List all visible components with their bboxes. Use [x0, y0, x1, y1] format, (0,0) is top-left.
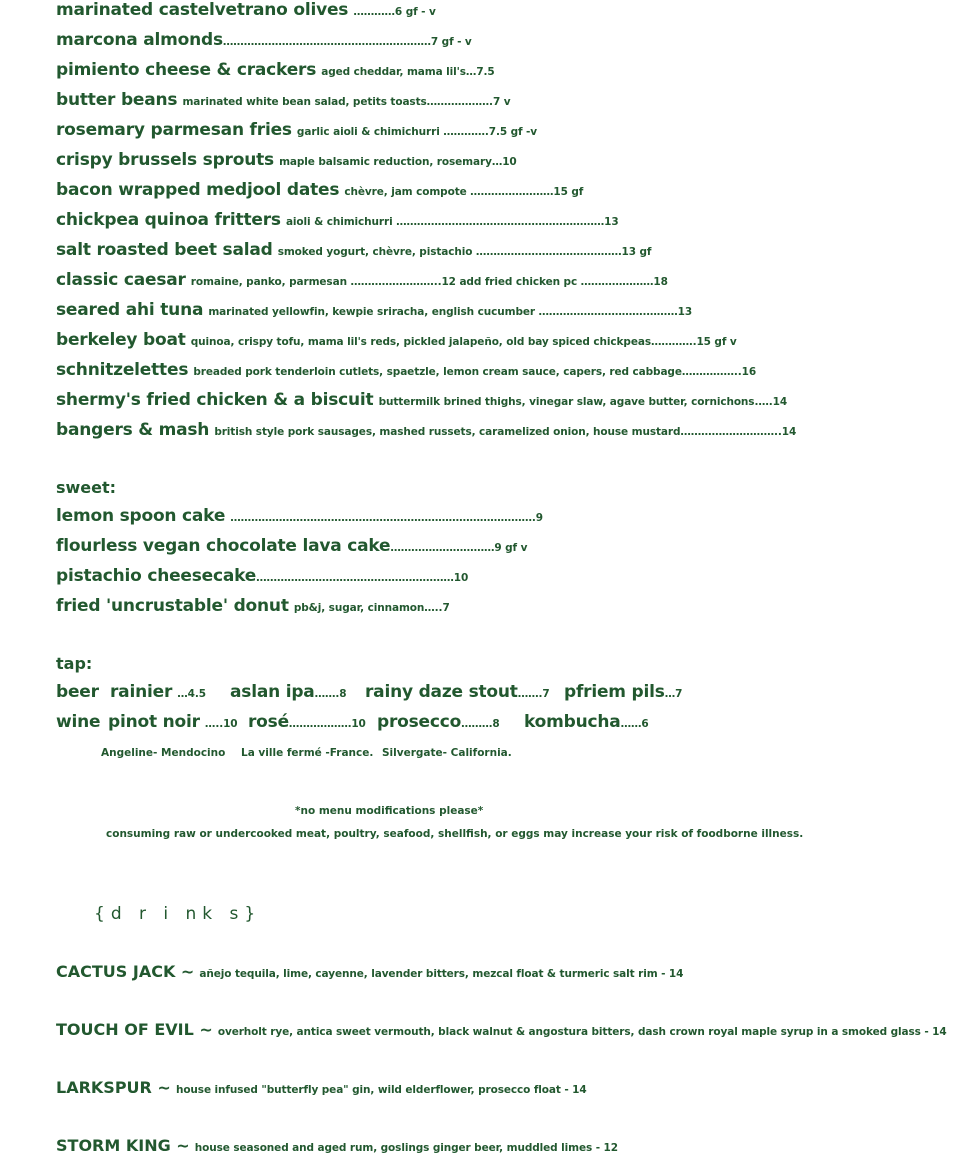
- menu-item: flourless vegan chocolate lava cake…………………………9 gf v: [56, 536, 528, 556]
- menu-item: seared ahi tuna marinated yellowfin, kewpie sriracha, english cucumber ………………………….………13: [56, 300, 693, 320]
- menu-item: lemon spoon cake …………………………………………………………………………….9: [56, 506, 543, 526]
- beer-item: aslan ipa…….8: [230, 682, 347, 702]
- menu-item: marinated castelvetrano olives …………6 gf - v: [56, 0, 436, 20]
- wine-origin: La ville fermé -France.: [241, 747, 374, 759]
- beer-item: rainier …4.5: [110, 682, 206, 702]
- wine-item: kombucha……6: [524, 712, 649, 732]
- cocktail-item: CACTUS JACK ~ añejo tequila, lime, cayenne, lavender bitters, mezcal float & turmeric salt rim - 14: [56, 962, 684, 981]
- sweet-heading: sweet:: [56, 478, 117, 497]
- menu-item: schnitzelettes breaded pork tenderloin cutlets, spaetzle, lemon cream sauce, capers, red cabbage……………..16: [56, 360, 757, 380]
- menu-item: pimiento cheese & crackers aged cheddar, mama lil's…7.5: [56, 60, 495, 80]
- menu-item: fried 'uncrustable' donut pb&j, sugar, cinnamon…..7: [56, 596, 450, 616]
- menu-item: salt roasted beet salad smoked yogurt, chèvre, pistachio ……………………………………13 gf: [56, 240, 652, 260]
- foodborne-warning: consuming raw or undercooked meat, poultry, seafood, shellfish, or eggs may increase your risk of foodborne illness.: [106, 828, 804, 840]
- menu-item: bacon wrapped medjool dates chèvre, jam compote ……………………15 gf: [56, 180, 584, 200]
- menu-item: crispy brussels sprouts maple balsamic reduction, rosemary…10: [56, 150, 517, 170]
- wine-item: rosé………………10: [248, 712, 366, 732]
- tap-heading: tap:: [56, 654, 93, 673]
- beer-item: rainy daze stout…….7: [365, 682, 550, 702]
- beer-label: beer: [56, 682, 99, 702]
- cocktail-item: STORM KING ~ house seasoned and aged rum, goslings ginger beer, muddled limes - 12: [56, 1136, 618, 1155]
- wine-item: pinot noir …..10: [108, 712, 238, 732]
- menu-item: marcona almonds……………………………………………………7 gf - v: [56, 30, 472, 50]
- cocktail-item: LARKSPUR ~ house infused "butterfly pea" gin, wild elderflower, prosecco float - 14: [56, 1078, 587, 1097]
- menu-item: rosemary parmesan fries garlic aioli & chimichurri ………….7.5 gf -v: [56, 120, 538, 140]
- drinks-heading: {d r i nk s}: [94, 904, 262, 924]
- wine-label: wine: [56, 712, 101, 732]
- menu-item: classic caesar romaine, panko, parmesan ……………………..12 add fried chicken pc …………………18: [56, 270, 668, 290]
- menu-item: pistachio cheesecake…………………………………………………10: [56, 566, 469, 586]
- menu-item: berkeley boat quinoa, crispy tofu, mama lil's reds, pickled jalapeño, old bay spiced chickpeas………….15 gf v: [56, 330, 737, 350]
- menu-item: chickpea quinoa fritters aioli & chimichurri ……………………………………………………13: [56, 210, 619, 230]
- menu-item: bangers & mash british style pork sausages, mashed russets, caramelized onion, house mustard………………………..14: [56, 420, 797, 440]
- menu-item: butter beans marinated white bean salad, petits toasts……………….7 v: [56, 90, 511, 110]
- wine-origin: Silvergate- California.: [382, 747, 512, 759]
- cocktail-item: TOUCH OF EVIL ~ overholt rye, antica sweet vermouth, black walnut & angostura bitters, dash crown royal maple syrup in a smoked glass - 14: [56, 1020, 947, 1039]
- menu-item: shermy's fried chicken & a biscuit buttermilk brined thighs, vinegar slaw, agave butter, cornichons.….14: [56, 390, 788, 410]
- wine-item: prosecco………8: [377, 712, 500, 732]
- no-modifications-note: *no menu modifications please*: [295, 805, 484, 817]
- wine-origin: Angeline- Mendocino: [101, 747, 226, 759]
- beer-item: pfriem pils…7: [564, 682, 683, 702]
